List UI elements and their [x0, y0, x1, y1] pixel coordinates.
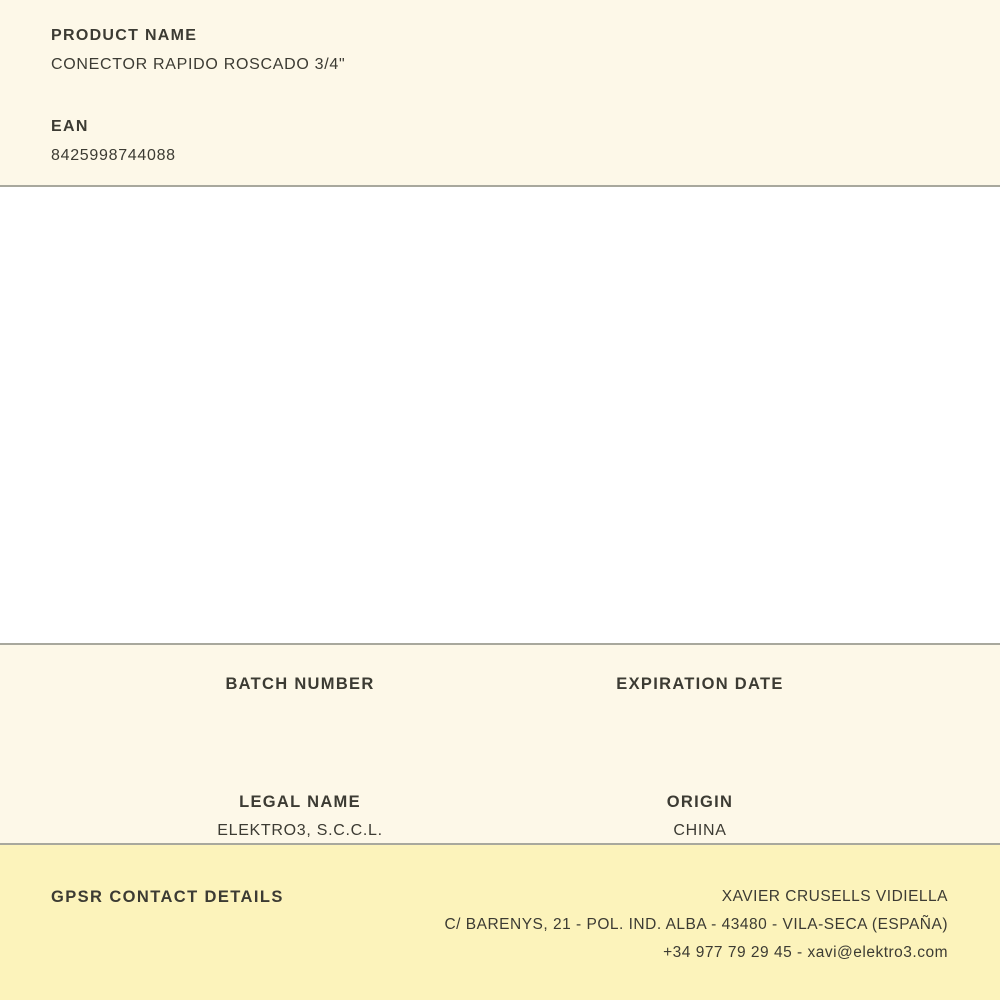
gpsr-footer-section [0, 845, 1000, 1000]
ean-label: EAN [51, 118, 89, 135]
product-name-value: CONECTOR RAPIDO ROSCADO 3/4" [51, 56, 346, 73]
gpsr-contact-details-label: GPSR CONTACT DETAILS [51, 888, 284, 906]
ean-field [51, 118, 949, 165]
contact-name-text: XAVIER CRUSELLS VIDIELLA [721, 888, 948, 905]
origin-cell [500, 794, 900, 840]
expiration-date-cell [500, 676, 900, 722]
product-image-area [0, 187, 1000, 643]
batch-number-value [100, 704, 500, 722]
details-section [0, 645, 1000, 843]
origin-value: CHINA [673, 822, 727, 839]
legal-name-value: ELEKTRO3, S.C.C.L. [217, 822, 383, 839]
details-row-batch-expiration [100, 676, 900, 722]
gpsr-contact-block [444, 883, 948, 967]
product-name-label: PRODUCT NAME [51, 27, 198, 44]
details-row-legal-origin [100, 794, 900, 840]
product-header-section [0, 0, 1000, 185]
ean-value: 8425998744088 [51, 147, 176, 164]
batch-number-cell [100, 676, 500, 722]
product-name-field [51, 27, 949, 74]
legal-name-label: LEGAL NAME [239, 793, 361, 811]
batch-number-label: BATCH NUMBER [225, 675, 375, 693]
expiration-date-label: EXPIRATION DATE [616, 675, 784, 693]
contact-phone-email-text: +34 977 79 29 45 - xavi@elektro3.com [663, 944, 948, 961]
origin-label: ORIGIN [666, 793, 734, 811]
expiration-date-value [500, 704, 900, 722]
contact-address-text: C/ BARENYS, 21 - POL. IND. ALBA - 43480 - VILA-SECA (ESPAÑA) [444, 916, 948, 933]
legal-name-cell [100, 794, 500, 840]
